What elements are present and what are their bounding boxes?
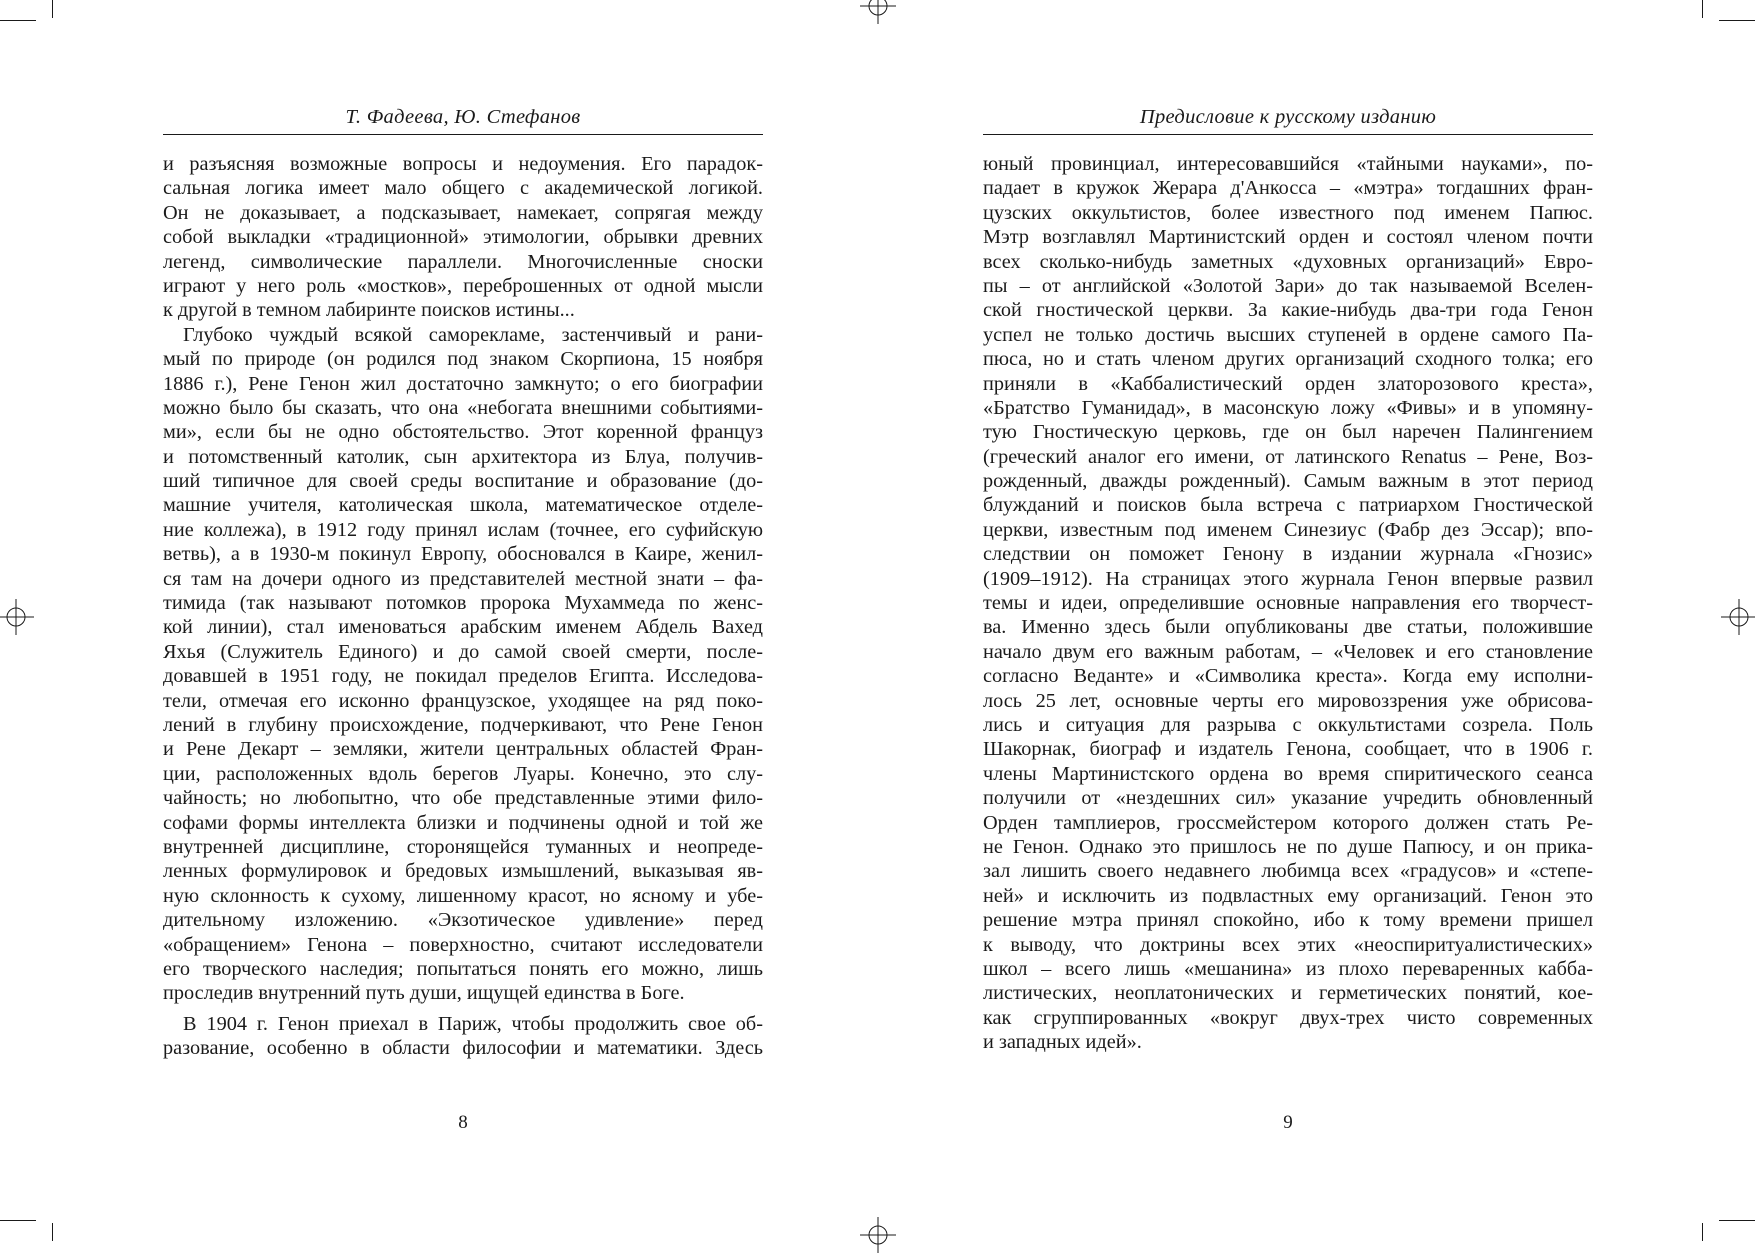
running-head-left: Т. Фадеева, Ю. Стефанов [345, 106, 581, 128]
text-line: ва. Именно здесь были опубликованы две статьи, положившие [983, 616, 1593, 639]
text-line: (1909–1912). На страницах этого журнала Генон впервые развил [983, 567, 1593, 590]
text-line: школ – всего лишь «мешанина» из плохо переваренных кабба- [983, 957, 1593, 980]
text-line: церкви, известным под именем Синезиус (Фабр дез Эссар); впо- [983, 518, 1593, 541]
text-line: Шакорнак, биограф и издатель Генона, сообщает, что в 1906 г. [983, 738, 1593, 761]
text-line: ветвь), а в 1930-м покинул Европу, обосновался в Каире, женил- [163, 543, 763, 566]
text-line: ную склонность к сухому, лишенному красот, но ясному и убе- [163, 884, 763, 907]
text-line: легенд, символические параллели. Многочисленные сноски [163, 250, 763, 273]
text-line: ший типичное для своей среды воспитание и образование (до- [163, 470, 763, 493]
text-line: и потомственный католик, сын архитектора из Блуа, получив- [163, 445, 763, 468]
text-line: цузских оккультистов, более известного под именем Папюс. [983, 201, 1593, 224]
header-rule-right [983, 134, 1593, 135]
text-line: чайность; но любопытно, что обе представленные этими фило- [163, 787, 763, 810]
text-line: к другой в темном лабиринте поисков истины... [163, 299, 575, 322]
text-line: В 1904 г. Генон приехал в Париж, чтобы продолжить свое об- [183, 1012, 763, 1035]
text-line: приняли в «Каббалистический орден златорозового креста», [983, 372, 1593, 395]
text-line: согласно Веданте» и «Символика креста». Когда ему исполни- [983, 665, 1593, 688]
text-line: Мэтр возглавлял Мартинистский орден и состоял членом почти [983, 226, 1593, 249]
text-line: следствии он поможет Генону в издании журнала «Гнозис» [983, 543, 1593, 566]
right-page-body [983, 152, 1593, 1054]
text-line: как сгруппированных «вокруг двух-трех чисто современных [983, 1006, 1593, 1029]
text-line: ленных формулировок и бредовых измышлений, выказывая яв- [163, 860, 763, 883]
crop-mark [52, 0, 53, 18]
text-line: и разъясняя возможные вопросы и недоумения. Его парадок- [163, 153, 763, 175]
text-line: (греческий аналог его имени, от латинского Renatus – Рене, Воз- [983, 445, 1593, 468]
page-number-left: 8 [458, 1112, 468, 1133]
page-number-right: 9 [1283, 1112, 1293, 1133]
text-line: блужданий и поисков была встреча с патриархом Гностической [983, 494, 1593, 517]
text-line: проследив внутренний путь души, ищущей единства в Боге. [163, 982, 685, 1005]
text-line: Орден тамплиеров, гроссмейстером которого должен стать Ре- [983, 811, 1593, 834]
text-line: решение мэтра принял спокойно, ибо к тому времени пришел [983, 909, 1593, 932]
text-line: довавшей в 1951 году, не покидал пределов Египта. Исследова- [163, 665, 763, 688]
text-line: Он не доказывает, а подсказывает, намекает, сопрягая между [163, 201, 763, 224]
text-line: и западных идей». [983, 1031, 1142, 1054]
left-page-body [163, 152, 763, 1060]
text-line: получили от «нездешних сил» указание учредить обновленный [983, 787, 1593, 810]
text-line: не Генон. Однако это пришлось не по душе Папюсу, и он прика- [983, 835, 1593, 858]
crop-mark [52, 1223, 53, 1241]
crop-mark [1702, 0, 1703, 18]
crop-mark [1719, 1220, 1755, 1221]
text-line: дительному изложению. «Экзотическое удивление» перед [163, 909, 763, 932]
text-line: 1886 г.), Рене Генон жил достаточно замкнуто; о его биографии [163, 372, 763, 395]
registration-mark-top [860, 0, 896, 24]
text-line: внутренней дисциплине, сторонящейся туманных и неопреде- [163, 835, 763, 858]
text-line: тели, отмечая его исконно французское, уходящее на ряд поко- [163, 689, 763, 712]
text-line: юный провинциал, интересовавшийся «тайными науками», по- [983, 153, 1593, 175]
text-line: ской гностической церкви. За какие-нибудь два-три года Генон [983, 299, 1593, 322]
text-line: тимида (так называют потомков пророка Мухаммеда по женс- [163, 592, 763, 615]
registration-mark-right [1721, 599, 1755, 635]
text-line: «обращением» Генона – поверхностно, считают исследователи [163, 933, 763, 956]
text-line: листических, неоплатонических и герметических понятий, кое- [983, 982, 1593, 1005]
text-line: и Рене Декарт – земляки, жители центральных областей Фран- [163, 738, 763, 761]
text-line: софами формы интеллекта близки и подчинены одной и той же [163, 811, 763, 834]
text-line: играют у него роль «мостков», переброшенных от одной мысли [163, 274, 763, 297]
text-line: темы и идеи, определившие основные направления его творчест- [983, 592, 1593, 615]
text-line: зал лишить своего недавнего любимца всех «градусов» и «степе- [983, 860, 1593, 883]
text-line: сальная логика имеет мало общего с академической логикой. [163, 177, 763, 200]
text-line: можно было бы сказать, что она «небогата внешними событиями- [163, 396, 763, 419]
text-line: ми», если бы не одно обстоятельство. Этот коренной француз [163, 421, 763, 444]
text-line: лись и ситуация для разрыва с оккультистами созрела. Поль [983, 713, 1593, 736]
crop-mark [0, 1220, 36, 1221]
text-line: начало двум его важным работам, – «Человек и его становление [983, 640, 1593, 663]
text-line: пы – от английской «Золотой Зари» до так называемой Вселен- [983, 274, 1593, 297]
running-head-right: Предисловие к русскому изданию [1139, 106, 1437, 128]
text-line: собой выкладки «традиционной» этимологии, обрывки древних [163, 226, 763, 249]
crop-mark [1719, 20, 1755, 21]
text-line: разование, особенно в области философии и математики. Здесь [163, 1037, 763, 1060]
text-line: успел не только достичь высших ступеней в ордене самого Па- [983, 323, 1593, 346]
text-line: лений в глубину происхождение, подчеркивают, что Рене Генон [163, 713, 763, 736]
crop-mark [1702, 1223, 1703, 1241]
crop-mark [0, 20, 36, 21]
text-line: лось 25 лет, основные черты его мировоззрения уже обрисова- [983, 689, 1593, 712]
text-line: члены Мартинистского ордена во время спиритического сеанса [983, 762, 1593, 785]
text-line: пюса, но и стать членом других организаций сходного толка; его [983, 348, 1593, 371]
text-line: падает в кружок Жерара д'Анкосса – «мэтра» тогдашних фран- [983, 177, 1593, 200]
text-line: машние учителя, католическая школа, математическое отделе- [163, 494, 763, 517]
text-line: Глубоко чуждый всякой саморекламе, застенчивый и рани- [183, 323, 763, 346]
text-line: Яхья (Служитель Единого) и до самой своей смерти, после- [163, 640, 763, 663]
registration-mark-bottom [860, 1217, 896, 1253]
text-line: тую Гностическую церковь, где он был наречен Палингением [983, 421, 1593, 444]
text-line: к выводу, что доктрины всех этих «неоспиритуалистических» [983, 933, 1593, 956]
text-line: всех сколько-нибудь заметных «духовных организаций» Евро- [983, 250, 1593, 273]
text-line: ции, расположенных вдоль берегов Луары. Конечно, это слу- [163, 762, 763, 785]
text-line: мый по природе (он родился под знаком Скорпиона, 15 ноября [163, 348, 763, 371]
text-line: кой линии), стал именоваться арабским именем Абдель Вахед [163, 616, 763, 639]
text-line: его творческого наследия; попытаться понять его можно, лишь [163, 957, 763, 980]
registration-mark-left [0, 599, 34, 635]
header-rule-left [163, 134, 763, 135]
text-line: ние коллежа), в 1912 году принял ислам (точнее, его суфийскую [163, 518, 763, 541]
text-line: ней» и исключить из подвластных ему организаций. Генон это [983, 884, 1593, 907]
text-line: ся там на дочери одного из представителей местной знати – фа- [163, 567, 763, 590]
text-line: «Братство Гуманидад», в масонскую ложу «Фивы» и в упомяну- [983, 396, 1593, 419]
text-line: рожденный, дважды рожденный). Самым важным в этот период [983, 470, 1593, 493]
